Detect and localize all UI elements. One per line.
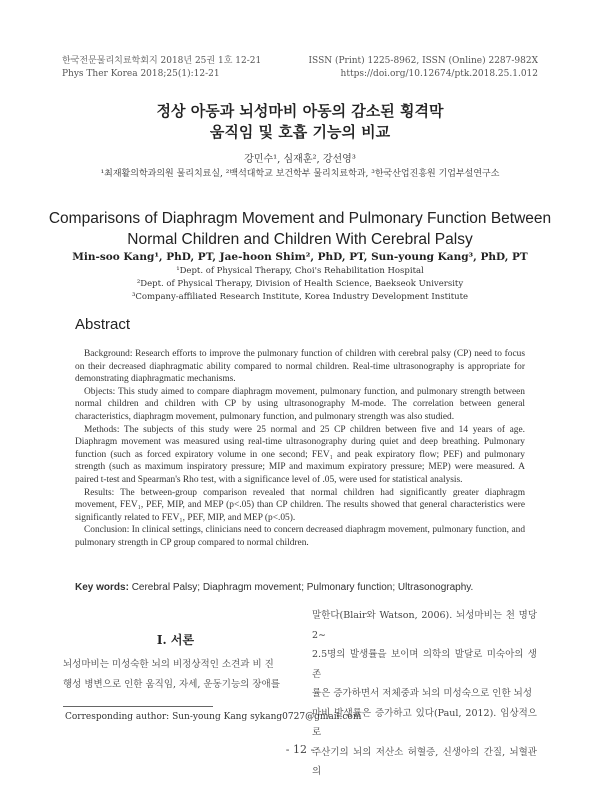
title-korean-line1: 정상 아동과 뇌성마비 아동의 감소된 횡격막 [156,102,444,120]
affiliation-2: ²Dept. of Physical Therapy, Division of Health Science, Baekseok University [136,279,464,289]
abstract-conclusion: Conclusion: In clinical settings, clinicians need to concern decreased diaphragm movement, pulmonary function, and pulmonary strength in CP group compared to normal children. [75,525,525,548]
abstract-heading: Abstract [75,316,131,333]
abstract-objects: Objects: This study aimed to compare diaphragm movement, pulmonary function, and pulmonary strength between normal children and children with CP by using ultrasonography M-mode. The correlation between general characteristics, diaphragm movement, pulmonary function, and pulmonary strength was also studied. [75,386,525,422]
authors-korean: 강민수¹, 심재훈², 강선영³ [244,154,356,165]
keywords-text: Cerebral Palsy; Diaphragm movement; Pulmonary function; Ultrasonography. [131,582,474,593]
abstract-background: Background: Research efforts to improve the pulmonary function of children with cerebral palsy (CP) need to focus on their decreased diaphragmatic ability compared to normal children. Real-time ultrasonography is appropriate for demonstrating diaphragmatic mechanisms. [75,349,525,385]
section-heading-introduction: I. 서론 [156,633,195,647]
journal-header-right [309,55,539,81]
issn-line: ISSN (Print) 1225-8962, ISSN (Online) 2287-982X [308,56,538,66]
footnote-rule [63,706,213,707]
page-number: - 12 - [285,743,315,756]
right-column-line: 말한다(Blair와 Watson, 2006). 뇌성마비는 천 명당 2∼ [312,610,537,641]
journal-citation-en: Phys Ther Korea 2018;25(1):12-21 [62,69,220,79]
right-column-line: 률은 증가하면서 저체중과 뇌의 미성숙으로 인한 뇌성 [312,688,533,699]
right-column-line: 2.5명의 발생률을 보이며 의학의 발달로 미숙아의 생존 [312,649,537,680]
title-korean [0,101,600,143]
keywords [75,582,525,593]
keywords-label: Key words: [75,582,129,593]
abstract-methods: Methods: The subjects of this study were 25 normal and 25 CP children between five and 14 years of age. Diaphragm movement was measured using real-time ultrasonography during quiet and deep breathing. Pulmonary function (such as forced expiratory volume in one second; FEV₁ and peak expiratory flow; PEF) and pulmonary strength (such as maximum inspiratory pressure; MIP and maximum expiratory pressure; MEP) were measured. A paired t-test and Spearman's Rho test, with a significance level of .05, were used for statistical analysis. [75,424,525,485]
authors-english: Min-soo Kang¹, PhD, PT, Jae-hoon Shim², PhD, PT, Sun-young Kang³, PhD, PT [72,251,528,263]
affiliation-1: ¹Dept. of Physical Therapy, Choi's Rehabilitation Hospital [176,266,424,276]
right-column-line: 주산기의 뇌의 저산소 허혈증, 신생아의 간질, 뇌혈관의 [312,746,537,777]
affiliation-3: ³Company-affiliated Research Institute, Korea Industry Development Institute [131,292,469,302]
abstract-results: Results: The between-group comparison revealed that normal children had significantly greater diaphragm movement, FEV₁, PEF, MIP, and MEP (p<.05) than CP children. The results showed that general characteristics were significantly related to FEV₁, PEF, MIP, and MEP (p<.05). [75,487,525,523]
doi-link[interactable]: https://doi.org/10.12674/ptk.2018.25.1.012 [340,69,538,79]
abstract-body [75,348,525,550]
title-english-line1: Comparisons of Diaphragm Movement and Pulmonary Function Between [48,210,552,227]
title-english-line2: Normal Children and Children With Cerebral Palsy [127,231,473,248]
journal-citation-ko: 한국전문물리치료학회지 2018년 25권 1호 12-21 [62,56,262,66]
affiliations-korean: ¹최재활의학과의원 물리치료실, ²백석대학교 보건학부 물리치료학과, ³한국산업진흥원 기업부설연구소 [100,169,500,179]
affiliations-english [0,265,600,304]
left-column-text [63,655,288,694]
left-column-line: 행성 병변으로 인한 움직임, 자세, 운동기능의 장애를 [63,678,280,690]
corresponding-author-footnote: Corresponding author: Sun-young Kang sykang0727@gmail.com [65,712,362,722]
left-column-line: 뇌성마비는 미성숙한 뇌의 비정상적인 소견과 비 진 [63,659,274,670]
journal-header-left [62,55,261,81]
right-column-line: 마비 발생률은 증가하고 있다(Paul, 2012). 임상적으로 [312,707,537,738]
title-english [0,208,600,250]
title-korean-line2: 움직임 및 호흡 기능의 비교 [209,123,391,141]
